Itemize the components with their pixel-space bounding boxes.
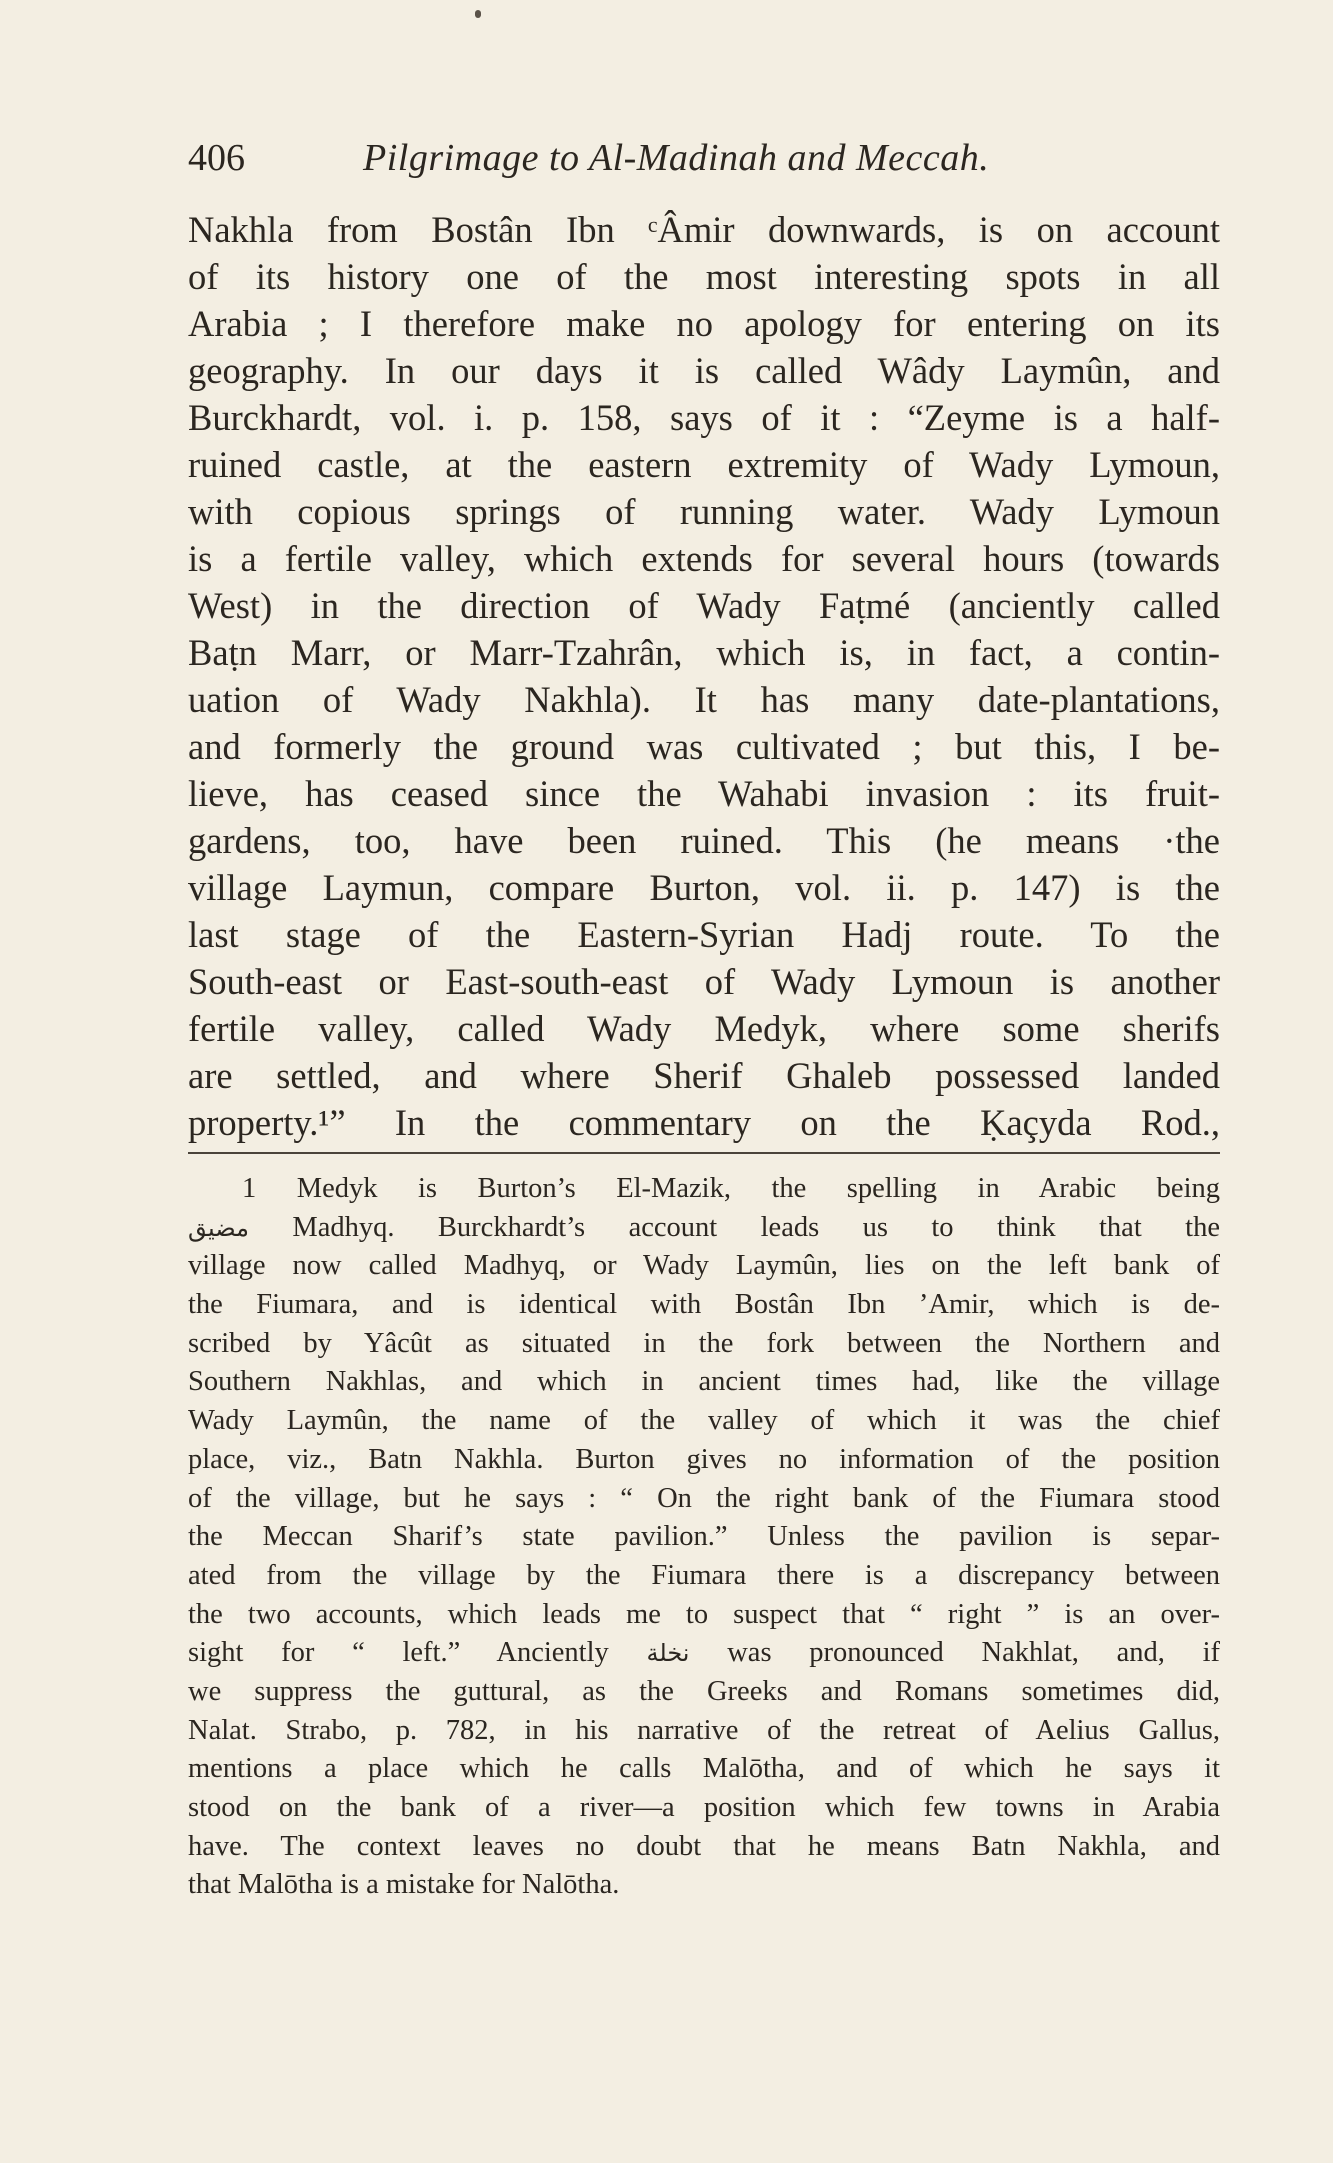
body-line: fertile valley, called Wady Medyk, where some sherifs <box>188 1008 1220 1049</box>
body-line: West) in the direction of Wady Faṭmé (anciently called <box>188 585 1220 626</box>
footnote-line: Wady Laymûn, the name of the valley of which it was the chief <box>188 1405 1220 1437</box>
footnote-line-text: sight for “ left.” Anciently نخلة was pronounced Nakhlat, and, if <box>188 1637 1220 1669</box>
body-line: geography. In our days it is called Wâdy Laymûn, and <box>188 350 1220 391</box>
footnote-line: place, viz., Batn Nakhla. Burton gives no information of the position <box>188 1443 1220 1475</box>
body-line: with copious springs of running water. Wady Lymoun <box>188 491 1220 532</box>
page-header <box>188 128 1068 188</box>
body-line: Baṭn Marr, or Marr-Tzahrân, which is, in fact, a contin- <box>188 632 1220 673</box>
body-line: and formerly the ground was cultivated ; but this, I be- <box>188 726 1220 767</box>
footnote-line: stood on the bank of a river—a position which few towns in Arabia <box>188 1792 1220 1823</box>
body-line: South-east or East-south-east of Wady Lymoun is another <box>188 961 1220 1002</box>
footnote-line: Southern Nakhlas, and which in ancient times had, like the village <box>188 1366 1220 1398</box>
footnote-line: مضيق Madhyq. Burckhardt’s account leads us to think that the <box>188 1211 1220 1243</box>
body-line: Burckhardt, vol. i. p. 158, says of it : “Zeyme is a half- <box>188 397 1220 438</box>
footnote <box>188 1170 1220 1905</box>
body-text <box>188 206 1220 1146</box>
body-line: lieve, has ceased since the Wahabi invasion : its fruit- <box>188 773 1220 814</box>
body-line: last stage of the Eastern-Syrian Hadj route. To the <box>188 914 1220 955</box>
footnote-line <box>188 1634 1220 1673</box>
running-title: Pilgrimage to Al-Madinah and Meccah. <box>363 137 990 179</box>
arabic-word: مضيق <box>188 1213 249 1242</box>
footnote-line: the two accounts, which leads me to suspect that “ right ” is an over- <box>188 1598 1220 1630</box>
body-line: ruined castle, at the eastern extremity of Wady Lymoun, <box>188 444 1220 485</box>
footnote-line: have. The context leaves no doubt that he means Batn Nakhla, and <box>188 1830 1220 1862</box>
footnote-line: we suppress the guttural, as the Greeks and Romans sometimes did, <box>188 1675 1220 1707</box>
footnote-line: village now called Madhyq, or Wady Laymûn, lies on the left bank of <box>188 1250 1220 1282</box>
footnote-line: 1 Medyk is Burton’s El-Mazik, the spelling in Arabic being <box>242 1173 1220 1204</box>
body-line: is a fertile valley, which extends for several hours (towards <box>188 538 1220 579</box>
arabic-word: نخلة <box>646 1639 690 1668</box>
footnote-line: mentions a place which he calls Malōtha, and of which he says it <box>188 1753 1220 1785</box>
footnote-line: the Fiumara, and is identical with Bostân Ibn ’Amir, which is de- <box>188 1289 1220 1321</box>
body-line: Arabia ; I therefore make no apology for entering on its <box>188 303 1220 344</box>
body-line: gardens, too, have been ruined. This (he means ·the <box>188 820 1220 861</box>
footnote-line: Nalat. Strabo, p. 782, in his narrative of the retreat of Aelius Gallus, <box>188 1714 1220 1746</box>
body-line: of its history one of the most interesting spots in all <box>188 256 1220 297</box>
footnote-separator <box>188 1152 1220 1154</box>
footnote-line: scribed by Yâcût as situated in the fork between the Northern and <box>188 1327 1220 1359</box>
print-speck <box>475 10 481 18</box>
body-line: village Laymun, compare Burton, vol. ii. p. 147) is the <box>188 867 1220 908</box>
footnote-line: ated from the village by the Fiumara there is a discrepancy between <box>188 1559 1220 1591</box>
footnote-line: that Malōtha is a mistake for Nalōtha. <box>188 1869 620 1901</box>
body-line: property.¹” In the commentary on the Ḳaçyda Rod., <box>188 1102 1220 1143</box>
body-line: Nakhla from Bostân Ibn ᶜÂmir downwards, is on account <box>188 209 1220 250</box>
body-line: are settled, and where Sherif Ghaleb possessed landed <box>188 1055 1220 1096</box>
footnote-line: the Meccan Sharif’s state pavilion.” Unless the pavilion is separ- <box>188 1521 1220 1553</box>
page-number: 406 <box>188 137 245 179</box>
footnote-line: of the village, but he says : “ On the right bank of the Fiumara stood <box>188 1482 1220 1514</box>
body-line: uation of Wady Nakhla). It has many date-plantations, <box>188 679 1220 720</box>
